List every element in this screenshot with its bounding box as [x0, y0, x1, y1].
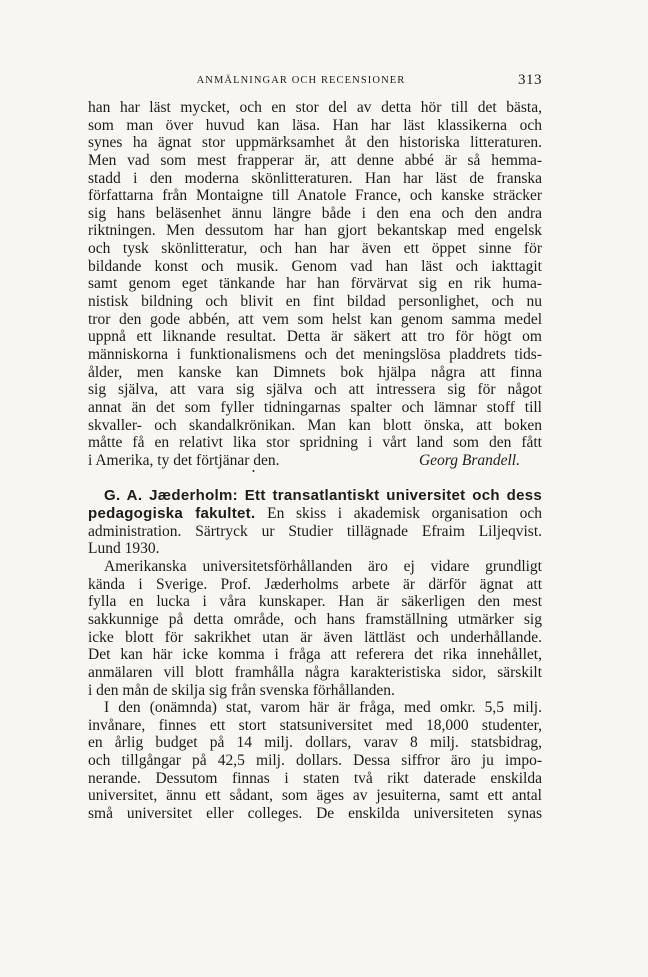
text-line: och tillgångar på 42,5 milj. dollars. Dessa siffror äro ju impo-	[88, 752, 542, 770]
text-line: synes ha ägnat stor uppmärksamhet åt den historiska litteraturen.	[88, 134, 542, 152]
text-line: invånare, finnes ett stort statsuniversitet med 18,000 studenter,	[88, 716, 542, 734]
text-line: nistisk bildning och blivit en fint bildad personlighet, och nu	[88, 293, 542, 311]
review-jaederholm	[88, 487, 542, 822]
review-title: G. A. Jæderholm: Ett transatlantiskt universitet och dess	[104, 487, 542, 505]
review-title-cont: pedagogiska fakultet.	[88, 505, 256, 523]
text-line: sig själva, att vara sig själva och att intressera sig för något	[88, 381, 542, 399]
text-line: samt genom eget tänkande har han förvärvat sig en rik huma-	[88, 275, 542, 293]
text-line: en årlig budget på 14 milj. dollars, varav 8 milj. statsbidrag,	[88, 734, 542, 752]
page-body	[88, 99, 542, 823]
text-line: bildande konst och musik. Genom vad han läst och iakttagit	[88, 257, 542, 275]
text-line: universitet, ännu ett sådant, som äges av jesuiterna, samt ett antal	[88, 787, 542, 805]
text-line: stadd i den moderna skönlitteraturen. Han har läst de franska	[88, 169, 542, 187]
running-head: ANMÄLNINGAR OCH RECENSIONER	[196, 75, 406, 86]
text-line: kända i Sverige. Prof. Jæderholms arbete är därför ägnat att	[88, 575, 542, 593]
text-line: I den (onämnda) stat, varom här är fråga, med omkr. 5,5 milj.	[104, 699, 542, 717]
text-line: riktningen. Men dessutom har han gjort bekantskap med engelsk	[88, 222, 542, 240]
text-line-final	[88, 452, 542, 470]
text-line: annat än det som fyller tidningarnas spalter och lämnar stoff till	[88, 398, 542, 416]
text-line: människorna i funktionalismens och det meningslösa pladdrets tids-	[88, 345, 542, 363]
text-line: uppnå ett liknande resultat. Detta är säkert att tro för högt om	[88, 328, 542, 346]
text-line: icke blott för sakrikhet utan är även lättläst och underhållande.	[88, 628, 542, 646]
text-line: sakkunnige på detta område, och hans framställning utmärker sig	[88, 610, 542, 628]
review-title-line	[88, 505, 542, 523]
closing-text: i Amerika, ty det förtjänar den.	[88, 451, 280, 469]
text-line: som man över huvud kan läsa. Han har läst klassikerna och	[88, 116, 542, 134]
text-line: skvaller- och skandalkrönikan. Man kan blott önska, att boken	[88, 416, 542, 434]
text-line: författarna från Montaigne till Anatole France, och kanske sträcker	[88, 187, 542, 205]
text-line: sig hans beläsenhet ännu längre både i den ena och den andra	[88, 204, 542, 222]
page-header	[60, 72, 542, 92]
text-line: och tysk skönlitteratur, och han har även ett öppet sinne för	[88, 240, 542, 258]
text-line: tror den gode abbén, att vem som helst kan genom samma medel	[88, 310, 542, 328]
review-subtitle: En skiss i akademisk organisation och	[267, 505, 543, 523]
text-line: fylla en lucka i våra kunskaper. Han är säkerligen den mest	[88, 593, 542, 611]
review-brandell	[88, 99, 542, 469]
text-line: han har läst mycket, och en stor del av detta hör till det bästa,	[88, 99, 542, 116]
text-line: Det kan här icke komma i fråga att referera det rika innehållet,	[88, 646, 542, 664]
text-line: små universitet eller colleges. De enskilda universiteten synas	[88, 804, 542, 822]
text-line: i den mån de skilja sig från svenska förhållanden.	[88, 681, 395, 699]
text-line: ålder, men kanske kan Dimnets bok hjälpa några att finna	[88, 363, 542, 381]
text-line: anmälaren vill blott framhålla några karakteristiska sidor, särskilt	[88, 663, 542, 681]
review-title-line	[88, 487, 542, 505]
text-line: administration. Särtryck ur Studier tillägnade Efraim Liljeqvist.	[88, 522, 542, 540]
text-line: nerande. Dessutom finnas i staten två rikt daterade enskilda	[88, 769, 542, 787]
page-number: 313	[518, 72, 542, 88]
section-divider-dot: •	[252, 467, 255, 477]
text-line: måtte få en relativt lika stor spridning i vårt land som den fått	[88, 434, 542, 452]
reviewer-signature: Georg Brandell.	[418, 451, 520, 469]
text-line: Amerikanska universitetsförhållanden äro ej vidare grundligt	[104, 558, 542, 576]
text-line: Men vad som mest frapperar är, att denne abbé är så hemma-	[88, 151, 542, 169]
text-line: Lund 1930.	[88, 540, 160, 558]
